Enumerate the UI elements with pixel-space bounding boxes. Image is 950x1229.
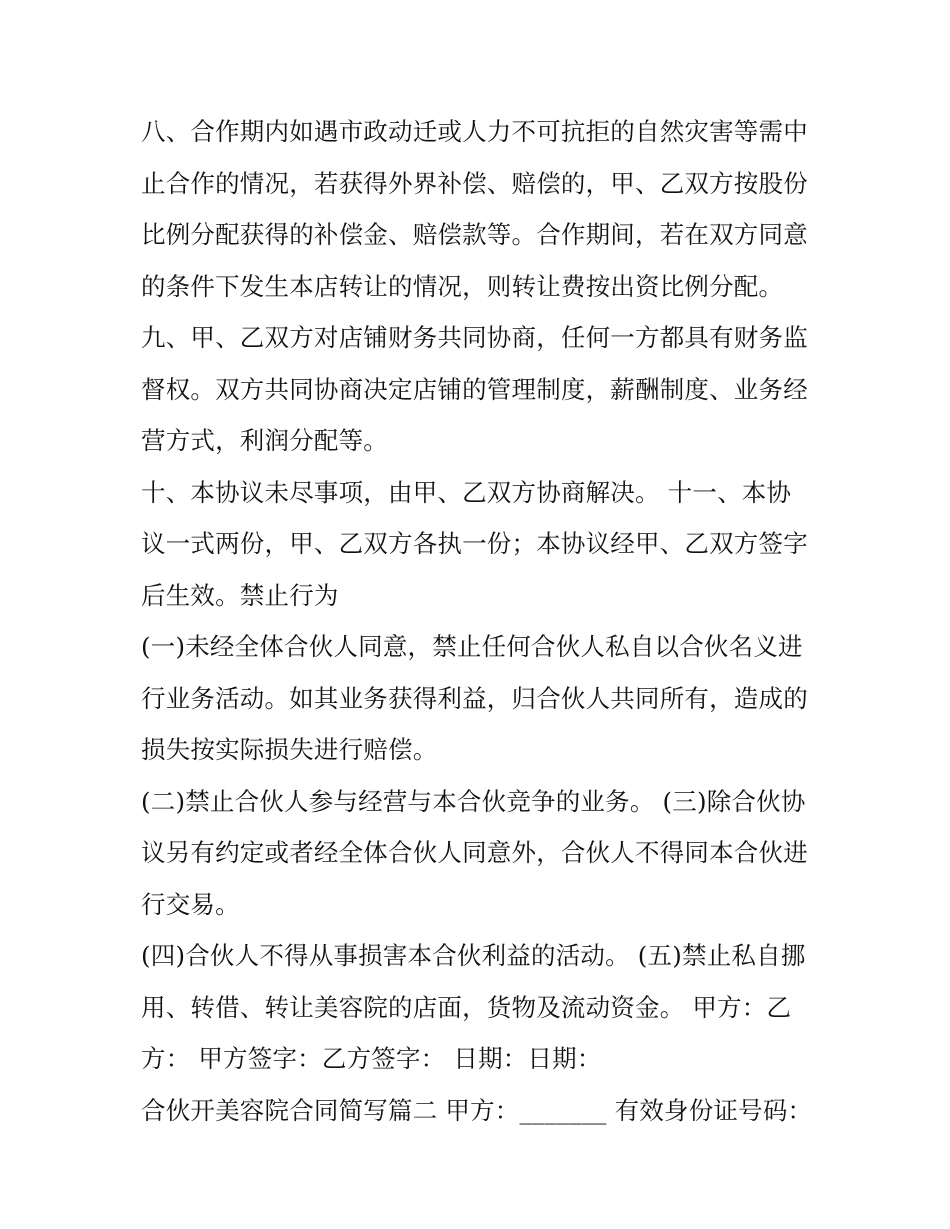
text-line: 议一式两份，甲、乙双方各执一份；本协议经甲、乙双方签字 xyxy=(141,529,808,558)
text-line: 营方式，利润分配等。 xyxy=(141,426,388,455)
text-line: 后生效。禁止行为 xyxy=(141,580,339,610)
text-line: 合伙开美容院合同简写篇二 甲方：_______ 有效身份证号码： xyxy=(141,1095,813,1125)
text-line: 督权。双方共同协商决定店铺的管理制度，薪酬制度、业务经 xyxy=(141,374,808,404)
text-line: 十、本协议未尽事项，由甲、乙双方协商解决。 十一、本协 xyxy=(141,477,792,507)
text-line: 的条件下发生本店转让的情况，则转让费按出资比例分配。 xyxy=(141,271,784,301)
text-line: 八、合作期内如遇市政动迁或人力不可抗拒的自然灾害等需中 xyxy=(141,117,808,146)
text-line: 行业务活动。如其业务获得利益，归合伙人共同所有，造成的 xyxy=(141,683,808,713)
document-body xyxy=(141,106,821,1136)
text-line: 方： 甲方签字：乙方签字： 日期：日期： xyxy=(141,1044,602,1073)
text-line: 用、转借、转让美容院的店面，货物及流动资金。 甲方：乙 xyxy=(141,992,792,1022)
text-line: 损失按实际损失进行赔偿。 xyxy=(141,735,438,764)
text-line: 九、甲、乙双方对店铺财务共同协商，任何一方都具有财务监 xyxy=(141,323,808,352)
text-line: 行交易。 xyxy=(141,889,240,919)
text-line: (二)禁止合伙人参与经营与本合伙竞争的业务。 (三)除合伙协 xyxy=(141,786,806,816)
text-line: 止合作的情况，若获得外界补偿、赔偿的，甲、乙双方按股份 xyxy=(141,168,808,198)
text-line: 议另有约定或者经全体合伙人同意外，合伙人不得同本合伙进 xyxy=(141,838,808,867)
text-line: 比例分配获得的补偿金、赔偿款等。合作期间，若在双方同意 xyxy=(141,220,808,249)
text-line: (四)合伙人不得从事损害本合伙利益的活动。 (五)禁止私自挪 xyxy=(141,941,806,970)
text-line: (一)未经全体合伙人同意，禁止任何合伙人私自以合伙名义进 xyxy=(141,632,803,661)
